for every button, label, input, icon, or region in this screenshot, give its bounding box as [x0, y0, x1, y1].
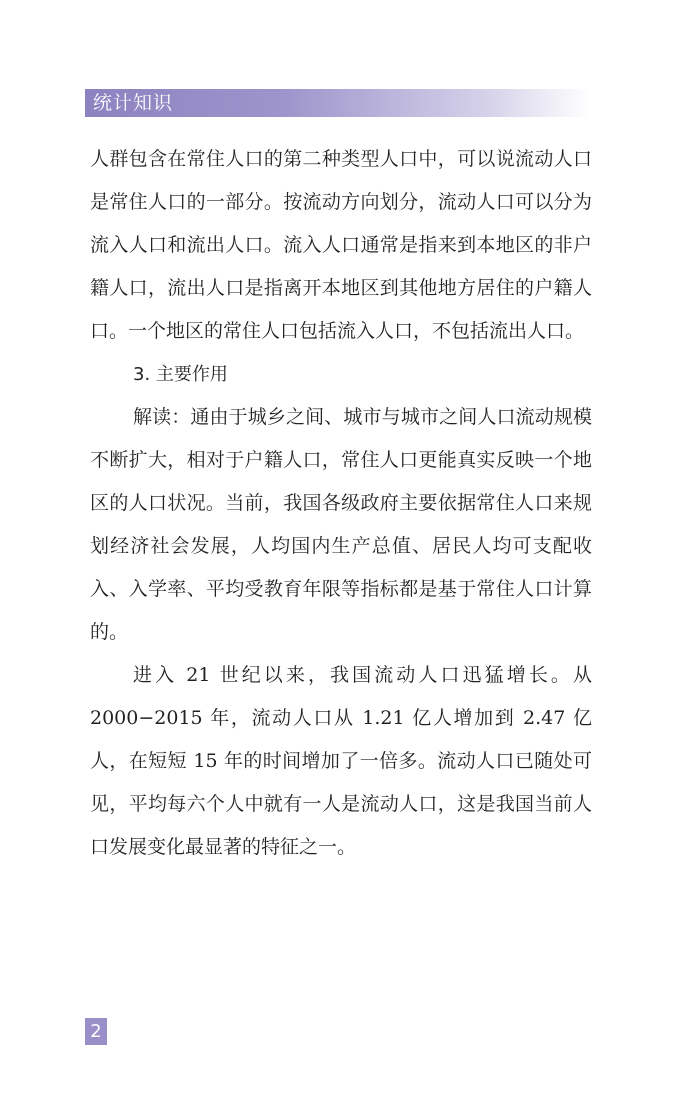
paragraph-continuation: 人群包含在常住人口的第二种类型人口中，可以说流动人口是常住人口的一部分。按流动方向划分，流动人口可以分为流入人口和流出人口。流入人口通常是指来到本地区的非户籍人口，流出人口是指离开本地区到其他地方居住的户籍人口。一个地区的常住人口包括流入人口，不包括流出人口。 — [90, 148, 592, 342]
paragraph-interpretation: 解读：通由于城乡之间、城市与城市之间人口流动规模不断扩大，相对于户籍人口，常住人口更能真实反映一个地区的人口状况。当前，我国各级政府主要依据常住人口来规划经济社会发展，人均国内生产总值、居民人均可支配收入、入学率、平均受教育年限等指标都是基于常住人口计算的。 — [90, 406, 592, 643]
paragraph-migration-growth: 进入 21 世纪以来，我国流动人口迅猛增长。从 2000−2015 年，流动人口从 1.21 亿人增加到 2.47 亿人，在短短 15 年的时间增加了一倍多。流动人口已随处可见，平均每六个人中就有一人是流动人口，这是我国当前人口发展变化最显著的特征之一。 — [90, 664, 592, 858]
section-heading: 3. 主要作用 — [133, 364, 228, 385]
section-header-band — [85, 89, 590, 117]
page-number-badge: 2 — [85, 1018, 107, 1045]
page-content — [90, 138, 592, 869]
section-header-title: 统计知识 — [93, 92, 174, 114]
